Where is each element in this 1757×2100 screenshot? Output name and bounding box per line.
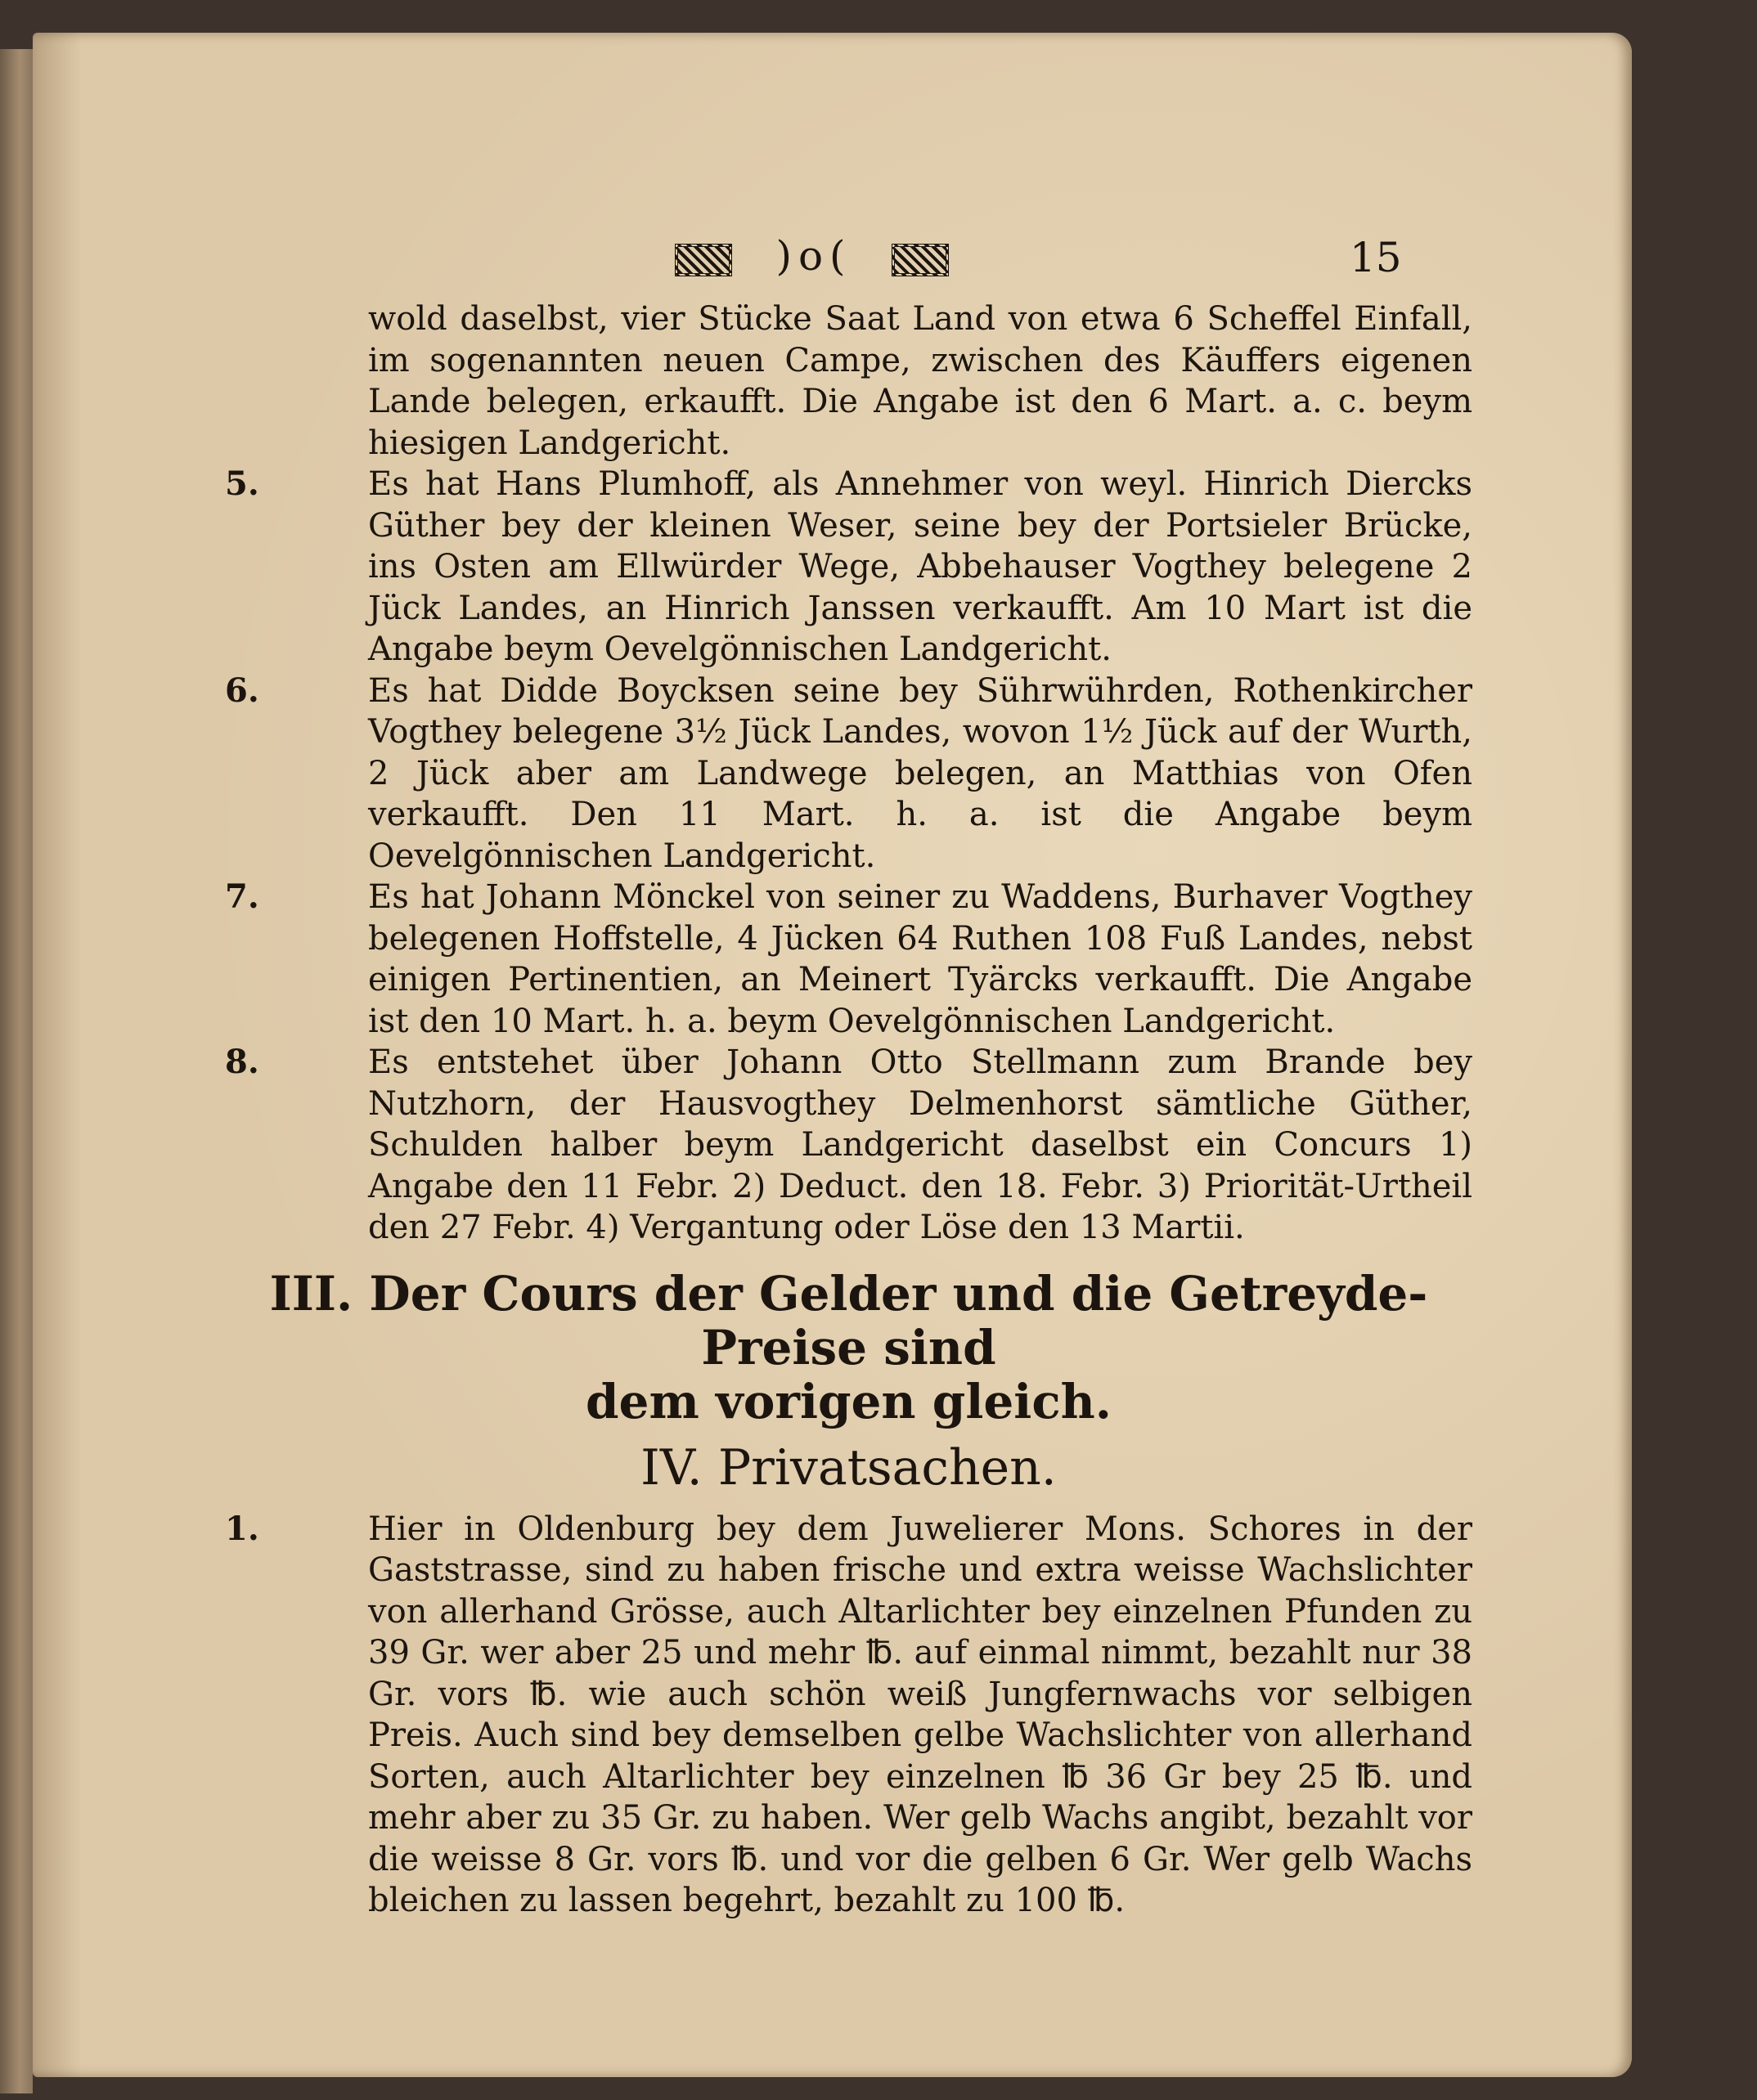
item-text: Es hat Johann Mönckel von seiner zu Waddens, Burhaver Vogthey belegenen Hoffstelle, 4 Jücken 64 Ruthen 108 Fuß Landes, nebst einigen Pertinentien, an Meinert Tyärcks verkaufft. Die Angabe ist den 10 Mart. h. a. beym Oevelgönnischen Landgericht. [368, 878, 1472, 1040]
header-separator: )o( [775, 232, 852, 280]
continuation-paragraph [164, 298, 1472, 464]
left-page-edge [0, 49, 33, 2093]
item-number: 7. [225, 877, 259, 916]
item-text: Es hat Hans Plumhoff, als Annehmer von weyl. Hinrich Diercks Güther bey der kleinen Weser, seine bey der Portsieler Brücke, ins Osten am Ellwürder Wege, Abbehauser Vogthey belegene 2 Jück Landes, an Hinrich Janssen verkaufft. Am 10 Mart ist die Angabe beym Oevelgönnischen Landgericht. [368, 465, 1472, 668]
item-text: Es entstehet über Johann Otto Stellmann zum Brande bey Nutzhorn, der Hausvogthey Delmenhorst sämtliche Güther, Schulden halber beym Landgericht daselbst ein Concurs 1) Angabe den 11 Febr. 2) Deduct. den 18. Febr. 3) Priorität-Urtheil den 27 Febr. 4) Vergantung oder Löse den 13 Martii. [368, 1043, 1472, 1246]
item-number: 6. [225, 671, 259, 710]
item-text: Es hat Didde Boycksen seine bey Sührwührden, Rothenkircher Vogthey belegene 3½ Jück Landes, wovon 1½ Jück auf der Wurth, 2 Jück aber am Landwege belegen, an Matthias von Ofen verkaufft. Den 11 Mart. h. a. ist die Angabe beym Oevelgönnischen Landgericht. [368, 671, 1472, 875]
continuation-text: wold daselbst, vier Stücke Saat Land von etwa 6 Scheffel Einfall, im sogenannten neuen Campe, zwischen des Käuffers eigenen Lande belegen, erkaufft. Die Angabe ist den 6 Mart. a. c. beym hiesigen Landgericht. [368, 300, 1472, 462]
list-item [164, 1042, 1472, 1249]
page-number: 15 [1350, 234, 1402, 281]
list-item [164, 1509, 1472, 1922]
book-page [33, 33, 1632, 2077]
item-number: 1. [225, 1509, 259, 1548]
item-text: Hier in Oldenburg bey dem Juwelierer Mons. Schores in der Gaststrasse, sind zu haben frische und extra weisse Wachslichter von allerhand Grösse, auch Altarlichter bey einzelnen Pfunden zu 39 Gr. wer aber 25 und mehr ℔. auf einmal nimmt, bezahlt nur 38 Gr. vors ℔. wie auch schön weiß Jungfernwachs vor selbigen Preis. Auch sind bey demselben gelbe Wachslichter von allerhand Sorten, auch Altarlichter bey einzelnen ℔ 36 Gr bey 25 ℔. und mehr aber zu 35 Gr. zu haben. Wer gelb Wachs angibt, bezahlt vor die weisse 8 Gr. vors ℔. und vor die gelben 6 Gr. Wer gelb Wachs bleichen zu lassen begehrt, bezahlt zu 100 ℔. [368, 1510, 1472, 1919]
page-body [164, 298, 1472, 1922]
header-ornament-left-icon [675, 244, 732, 276]
section-4-heading: IV. Privatsachen. [640, 1438, 1057, 1496]
section-3-line-2: dem vorigen gleich. [585, 1373, 1112, 1429]
header-ornament-right-icon [892, 244, 949, 276]
list-item [164, 671, 1472, 877]
page-header [33, 227, 1632, 301]
list-item [164, 464, 1472, 671]
section-3-line-1: III. Der Cours der Gelder und die Getreyde-Preise sind [269, 1265, 1428, 1375]
section-3-heading [225, 1267, 1472, 1429]
list-item [164, 877, 1472, 1042]
item-number: 8. [225, 1043, 259, 1081]
item-number: 5. [225, 464, 259, 503]
